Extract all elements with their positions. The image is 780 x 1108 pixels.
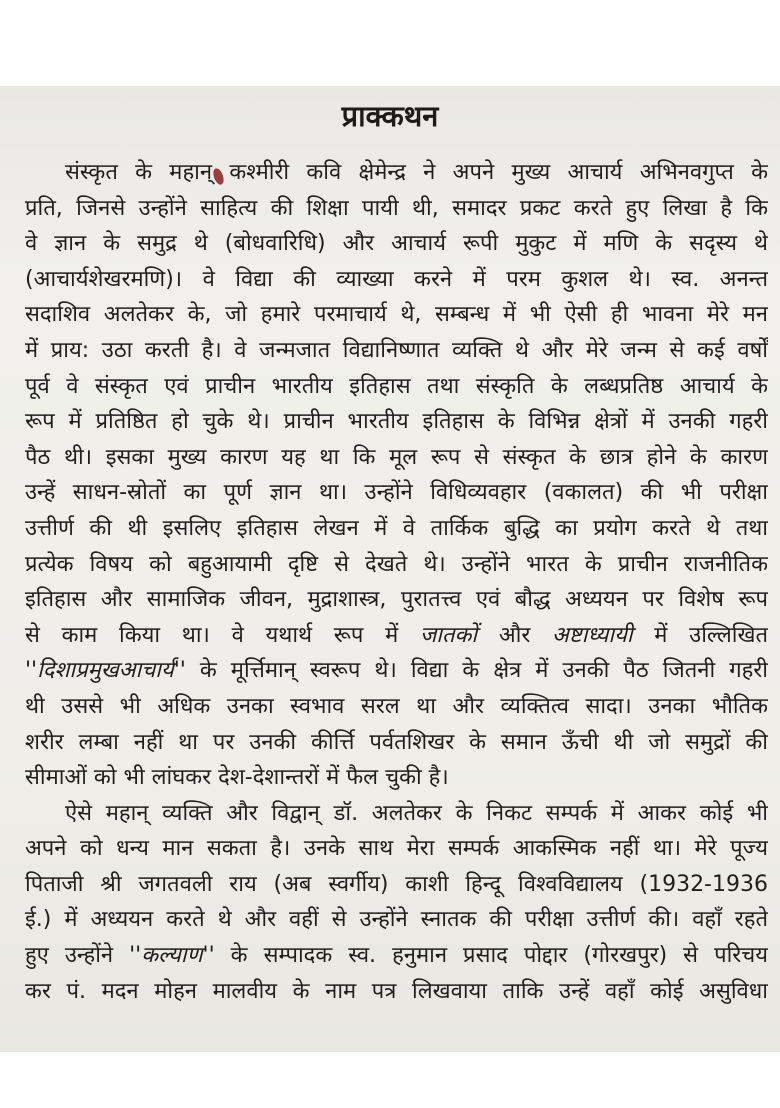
text-line bbox=[25, 618, 768, 654]
text-line bbox=[25, 297, 768, 333]
text-segment: वे ज्ञान के समुद्र थे (बोधवारिधि) और आचार्य रूपी मुकुट में मणि के सदृस्य थे bbox=[25, 231, 768, 257]
italic-term: अष्टाध्यायी bbox=[552, 622, 633, 648]
text-segment: पिताजी श्री जगतवली राय (अब स्वर्गीय) काशी हिन्दू विश्वविद्यालय (1932-1936 bbox=[25, 871, 768, 897]
text-segment: सीमाओं को भी लांघकर देश-देशान्तरों में फैल चुकी है। bbox=[25, 765, 449, 791]
text-segment: सदाशिव अलतेकर के, जो हमारे परमाचार्य थे, सम्बन्ध में भी ऐसी ही भावना मेरे मन bbox=[25, 302, 768, 328]
text-line bbox=[25, 867, 768, 903]
text-line bbox=[25, 475, 768, 511]
text-segment: प्रति, जिनसे उन्होंने साहित्य की शिक्षा पायी थी, समादर प्रकट करते हुए लिखा है कि bbox=[25, 195, 768, 221]
text-line bbox=[25, 582, 768, 618]
italic-term: ''कल्याण'' bbox=[129, 943, 215, 969]
text-line bbox=[25, 653, 768, 689]
text-segment: उन्हें साधन-स्रोतों का पूर्ण ज्ञान था। उन्होंने विधिव्यवहार (वकालत) की भी परीक्षा bbox=[25, 480, 768, 506]
text-line bbox=[25, 369, 768, 405]
text-segment: (आचार्यशेखरमणि)। वे विद्या की व्याख्या करने में परम कुशल थे। स्व. अनन्त bbox=[25, 266, 768, 292]
text-segment: में उल्लिखित bbox=[632, 622, 768, 648]
text-line bbox=[25, 902, 768, 938]
text-segment: और bbox=[477, 622, 553, 648]
text-line bbox=[25, 725, 768, 761]
italic-term: जातकों bbox=[419, 622, 478, 648]
text-line bbox=[25, 796, 768, 832]
text-line bbox=[25, 547, 768, 583]
italic-term: ''दिशाप्रमुखआचार्य'' bbox=[25, 658, 186, 684]
text-segment: शरीर लम्बा नहीं था पर उनकी कीर्त्ति पर्वतशिखर के समान ऊँची थी जो समुद्रों की bbox=[25, 729, 768, 755]
text-line bbox=[25, 440, 768, 476]
text-line bbox=[25, 155, 768, 191]
text-line bbox=[25, 262, 768, 298]
text-line bbox=[25, 191, 768, 227]
text-segment: उत्तीर्ण की थी इसलिए इतिहास लेखन में वे तार्किक बुद्धि का प्रयोग करते थे तथा bbox=[25, 515, 768, 541]
text-line bbox=[25, 938, 768, 974]
text-segment: थी उससे भी अधिक उनका स्वभाव सरल था और व्यक्तित्व सादा। उनका भौतिक bbox=[25, 693, 768, 719]
text-segment: पैठ थी। इसका मुख्य कारण यह था कि मूल रूप से संस्कृत के छात्र होने के कारण bbox=[25, 444, 768, 470]
text-segment: हुए उन्होंने bbox=[25, 943, 130, 969]
text-line bbox=[25, 226, 768, 262]
text-segment: के सम्पादक स्व. हनुमान प्रसाद पोद्दार (गोरखपुर) से परिचय bbox=[214, 943, 768, 969]
text-segment: में प्राय: उठा करती है। वे जन्मजात विद्यानिष्णात व्यक्ति थे और मेरे जन्म से कई वर्षों bbox=[25, 337, 768, 363]
text-line bbox=[25, 689, 768, 725]
text-segment: संस्कृत के महान् कश्मीरी कवि क्षेमेन्द्र ने अपने मुख्य आचार्य अभिनवगुप्त के bbox=[65, 160, 768, 185]
text-line bbox=[25, 333, 768, 369]
text-line bbox=[25, 760, 768, 796]
text-segment: कर पं. मदन मोहन मालवीय के नाम पत्र लिखवाया ताकि उन्हें वहाँ कोई असुविधा bbox=[25, 978, 768, 1004]
text-segment: अपने को धन्य मान सकता है। उनके साथ मेरा सम्पर्क आकस्मिक नहीं था। मेरे पूज्य bbox=[25, 836, 768, 862]
text-segment: रूप में प्रतिष्ठित हो चुके थे। प्राचीन भारतीय इतिहास के विभिन्न क्षेत्रों में उनकी गहरी bbox=[25, 409, 768, 435]
text-line bbox=[25, 974, 768, 1010]
page-title: प्राक्कथन bbox=[341, 99, 439, 133]
text-segment: के मूर्त्तिमान् स्वरूप थे। विद्या के क्षेत्र में उनकी पैठ जितनी गहरी bbox=[185, 658, 768, 684]
text-segment: ऐसे महान् व्यक्ति और विद्वान् डॉ. अलतेकर के निकट सम्पर्क में आकर कोई भी bbox=[65, 800, 768, 826]
text-segment: पूर्व वे संस्कृत एवं प्राचीन भारतीय इतिहास तथा संस्कृति के लब्धप्रतिष्ठ आचार्य के bbox=[25, 373, 768, 399]
text-segment: से काम किया था। वे यथार्थ रूप में bbox=[25, 622, 420, 648]
text-line bbox=[25, 831, 768, 867]
text-segment: इतिहास और सामाजिक जीवन, मुद्राशास्त्र, पुरातत्त्व एवं बौद्ध अध्ययन पर विशेष रूप bbox=[25, 587, 768, 613]
text-line bbox=[25, 404, 768, 440]
text-segment: ई.) में अध्ययन करते थे और वहीं से उन्होंने स्नातक की परीक्षा उत्तीर्ण की। वहाँ रहते bbox=[25, 907, 768, 933]
text-segment: प्रत्येक विषय को बहुआयामी दृष्टि से देखते थे। उन्होंने भारत के प्राचीन राजनीतिक bbox=[25, 551, 768, 577]
body-text bbox=[25, 155, 768, 1009]
text-line bbox=[25, 511, 768, 547]
